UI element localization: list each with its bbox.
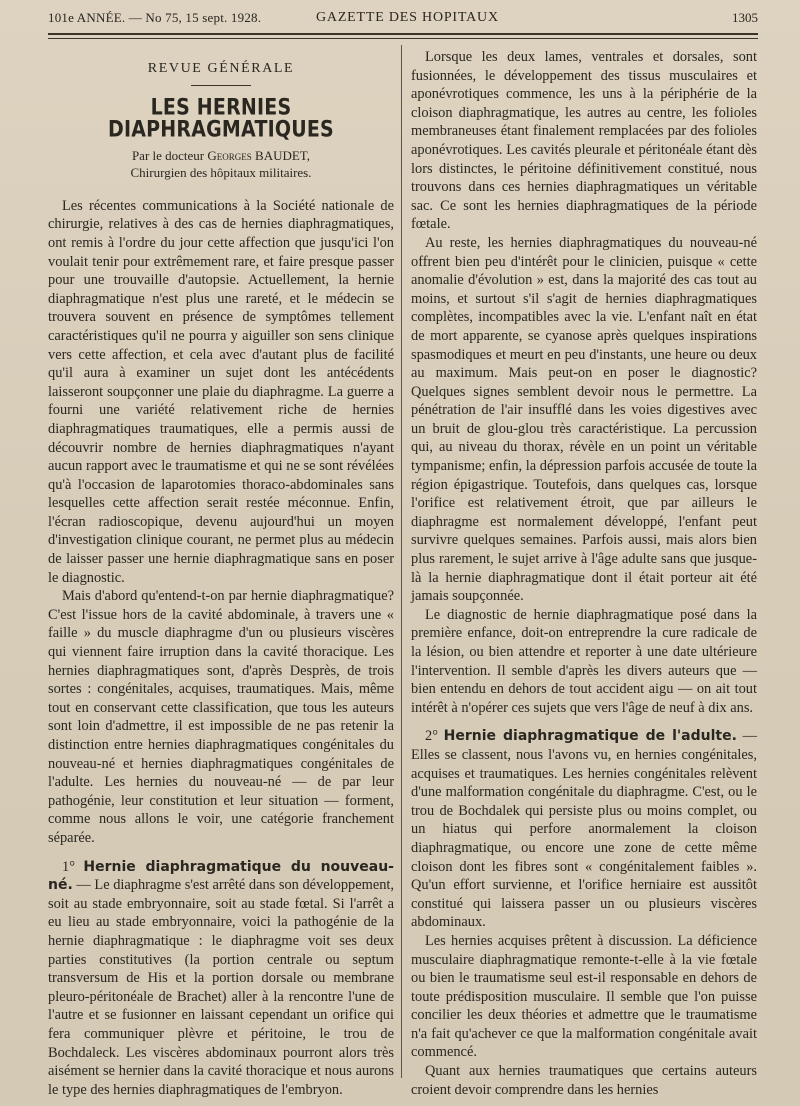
author-name: Georges BAUDET, <box>207 147 311 163</box>
left-column <box>48 48 394 1099</box>
page-number: 1305 <box>732 10 758 25</box>
section-2 <box>411 727 757 932</box>
paragraph: Les récentes communications à la Société nationale de chirurgie, relatives à des cas de hernies diaphragmatiques, ont remis à l'ordre du jour cette affection que jusqu'ici l'on voulait tenir pour extrêmement rare, et faire presque passer pour une trouvaille d'autopsie. Actuellement, la hernie diaphragmatique n'est plus une rareté, et le médecin se trouvera souvent en présence de symptômes tellement caractéristiques qu'il ne pourra y aiguiller son sens clinique vers cette affection, et cela avec d'autant plus de facilité qu'il aura à examiner un sujet dont les antécédents laisseront soupçonner une plaie du diaphragme. La guerre a fourni une variété relativement riche de hernies diaphragmatiques traumatiques, elle a permis aussi de découvrir nombre de hernies diaphragmatiques n'ayant aucun rapport avec le traumatisme et qui ne se sont révélées qu'à l'occasion de laparotomies thoraco-abdominales sans lesquelles cette affection serait restée méconnue. Enfin, l'écran radioscopique, devenu aujourd'hui un moyen d'investigation clinique courant, ne permet plus au médecin de laisser passer une hernie diaphragmatique sans en poser le diagnostic. <box>48 197 394 586</box>
author-title: Chirurgien des hôpitaux militaires. <box>130 164 312 180</box>
section-text: — Elles se classent, nous l'avons vu, en hernies congénitales, acquises et traumatiques. Les hernies congénitales relèvent d'une malformation congénitale du diaphragme. C'est, ou le trou de Bochdalek qui persiste plus ou moins complet, ou un hiatus qui perfore anormalement la cloison diaphragmatique, ou encore une zone de cette même cloison dont les fibres sont « congénitalement faibles ». Qu'un effort survienne, et l'orifice herniaire est aussitôt constitué qui laissera passer un ou plusieurs viscères abdominaux. <box>411 728 758 931</box>
section-number: 2° <box>425 728 438 745</box>
issue-info: 101e ANNÉE. — No 75, 15 sept. 1928. <box>48 10 262 25</box>
paragraph: Au reste, les hernies diaphragmatiques du nouveau-né offrent bien peu d'intérêt pour le clinicien, puisque « cette anomalie d'évolution » est, dans la majorité des cas tout au moins, et surtout s'il s'agit de hernies diaphragmatiques complètes, incompatibles avec la vie. L'enfant naît en état de mort apparente, se cyanose après quelques inspirations spasmodiques et meurt en peu d'instants, une heure ou deux au maximum. Mais peut-on en poser le diagnostic? Quelques signes semblent devoir nous le permettre. La pénétration de l'air insufflé dans les voies digestives avec un bruit de glou-glou très caractéristique. La percussion qui, au niveau du thorax, révèle en un point un véritable tympanisme; enfin, la dépression parfois accusée de toute la région épigastrique. Toutefois, dans quelques cas, lorsque l'orifice est relativement étroit, que par ailleurs le diaphragme est normalement développé, l'enfant peut survivre quelques semaines. Parfois aussi, mais alors bien plus rarement, le sujet arrive à l'âge adulte sans que jusque-là la hernie diaphragmatique dont il était porteur ait été jamais soupçonnée. <box>411 234 757 605</box>
section-1 <box>48 858 394 1100</box>
paragraph: Les hernies acquises prêtent à discussion. La déficience musculaire diaphragmatique remonte-t-elle à la vie fœtale ou bien le traumatisme seul est-il responsable en dehors de toute prédisposition musculaire. Il semble que l'on puisse concilier les deux théories et admettre que le traumatisme n'a fait qu'achever ce que la malformation congénitale avait commencé. <box>411 932 757 1061</box>
rubric: REVUE GÉNÉRALE <box>147 61 295 76</box>
right-column <box>411 48 757 1099</box>
journal-title: GAZETTE DES HOPITAUX <box>316 10 499 25</box>
column-divider <box>401 45 402 1078</box>
rubric-rule <box>191 85 251 86</box>
paragraph: Le diagnostic de hernie diaphragmatique posé dans la première enfance, doit-on entreprendre la cure radicale de la lésion, ou bien attendre et reporter à une date ultérieure l'intervention. Il semble d'après les divers auteurs que — bien entendu en dehors de tout accident aigu — on ait tout intérêt à n'opérer ces sujets que vers l'âge de neuf à dix ans. <box>411 606 757 716</box>
spacer <box>411 717 757 727</box>
section-title: Hernie diaphragmatique du nouveau-né. <box>48 858 394 894</box>
spacer <box>48 848 394 858</box>
section-title: Hernie diaphragmatique de l'adulte. <box>443 728 737 745</box>
byline <box>48 147 394 181</box>
header-rule <box>48 33 758 39</box>
section-text: — Le diaphragme s'est arrêté dans son développement, soit au stade embryonnaire, soit au stade fœtal. Si l'arrêt a eu lieu au stade embryonnaire, voici la pathogénie de la hernie diaphragmatique : le diaphragme voit ses deux parties constitutives (la portion centrale ou septum transversum de His et la portion dorsale ou membrane pleuro-péritonéale de Brachet) aller à la rencontre l'une de l'autre et se fusionner en laissant cependant un orifice qui fera communiquer plèvre et péritoine, le trou de Bochdaleck. Les viscères abdominaux pourront alors très aisément se hernier dans la cavité thoracique et nous aurons le type des hernies diaphragmatiques de l'embryon. <box>48 877 394 1098</box>
paragraph: Mais d'abord qu'entend-t-on par hernie diaphragmatique? C'est l'issue hors de la cavité abdominale, à travers une « faille » du muscle diaphragme d'un ou plusieurs viscères qui viennent faire irruption dans la cavité thoracique. Les hernies diaphragmatiques sont, d'après Desprès, de trois sortes : congénitales, acquises, traumatiques. Mais, même tout en conservant cette classification, que tous les auteurs sont loin d'admettre, il est impossible de ne pas retenir la distinction entre hernies diaphragmatiques congénitales du nouveau-né et hernies diaphragmatiques congénitales de l'adulte. Les hernies du nouveau-né — de par leur pathogénie, leur constitution et leur situation — forment, comme nous allons le voir, une catégorie franchement séparée. <box>48 588 394 846</box>
running-head <box>48 10 758 32</box>
paragraph: Lorsque les deux lames, ventrales et dorsales, sont fusionnées, le développement des tissus musculaires et aponévrotiques commence, les uns à la périphérie de la cloison diaphragmatique, les autres au centre, les folioles membraneuses étant finalement remplacées par des folioles aponévrotiques. Les cavités pleurale et péritonéale étant dès lors distinctes, le péritoine définitivement constitué, nous trouvons dans ces hernies diaphragmatiques un véritable sac. Ce sont les hernies diaphragmatiques de la période fœtale. <box>411 49 757 233</box>
byline-prefix: Par le docteur <box>131 147 205 163</box>
section-number: 1° <box>62 858 75 875</box>
paragraph: Quant aux hernies traumatiques que certains auteurs croient devoir comprendre dans les hernies <box>411 1063 757 1098</box>
article-title: LES HERNIES DIAPHRAGMATIQUES <box>108 94 334 142</box>
